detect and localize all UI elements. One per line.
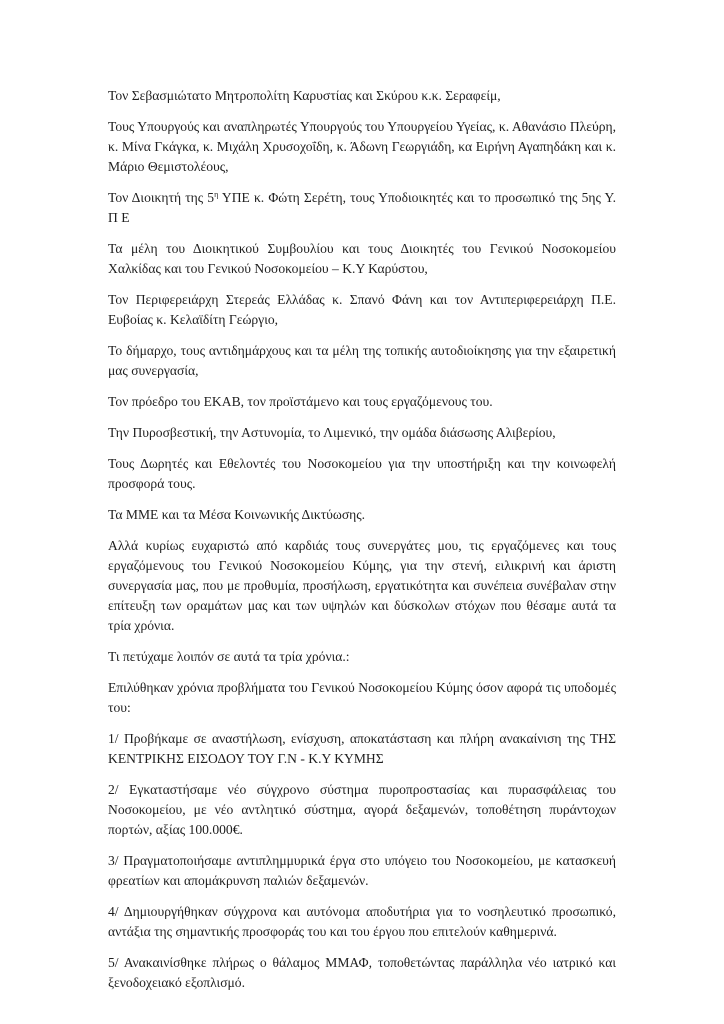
list-item-4: 4/ Δημιουργήθηκαν σύγχρονα και αυτόνομα αποδυτήρια για το νοσηλευτικό προσωπικό, αντάξια της σημαντικής προσφοράς του και του έργου που επιτελούν καθημερινά. xyxy=(108,904,616,939)
paragraph-infrastructure: Επιλύθηκαν χρόνια προβλήματα του Γενικού Νοσοκομείου Κύμης όσον αφορά τις υποδομές του: xyxy=(108,680,616,715)
paragraph-ministers: Τους Υπουργούς και αναπληρωτές Υπουργούς του Υπουργείου Υγείας, κ. Αθανάσιο Πλεύρη, κ. Μίνα Γκάγκα, κ. Μιχάλη Χρυσοχοΐδη, κ. Άδωνη Γεωργιάδη, κα Ειρήνη Αγαπηδάκη και κ. Μάριο Θεμιστολέους, xyxy=(108,119,616,174)
ordinal-superscript: η xyxy=(214,190,219,199)
list-item-1: 1/ Προβήκαμε σε αναστήλωση, ενίσχυση, αποκατάσταση και πλήρη ανακαίνιση της ΤΗΣ ΚΕΝΤΡΙΚΗΣ ΕΙΣΟΔΟΥ ΤΟΥ Γ.Ν - Κ.Υ ΚΥΜΗΣ xyxy=(108,731,616,766)
list-item-5: 5/ Ανακαινίσθηκε πλήρως ο θάλαμος ΜΜΑΦ, τοποθετώντας παράλληλα νέο ιατρικό και ξενοδοχειακό εξοπλισμό. xyxy=(108,955,616,990)
paragraph-metropolitan: Τον Σεβασμιώτατο Μητροπολίτη Καρυστίας και Σκύρου κ.κ. Σεραφείμ, xyxy=(108,88,501,103)
paragraph-mayor: Το δήμαρχο, τους αντιδημάρχους και τα μέλη της τοπικής αυτοδιοίκησης για την εξαιρετική μας συνεργασία, xyxy=(108,343,616,378)
paragraph-emergency-services: Την Πυροσβεστική, την Αστυνομία, το Λιμενικό, την ομάδα διάσωσης Αλιβερίου, xyxy=(108,425,556,440)
paragraph-colleagues: Αλλά κυρίως ευχαριστώ από καρδιάς τους συνεργάτες μου, τις εργαζόμενες και τους εργαζόμενους του Γενικού Νοσοκομείου Κύμης, για την στενή, ειλικρινή και άριστη συνεργασία μας, που με προθυμία, προσήλωση, εργατικότητα και συνέπεια συνέβαλαν στην επίτευξη των οραμάτων μας και των υψηλών και δύσκολων στόχων που θέσαμε αυτά τα τρία χρόνια. xyxy=(108,538,616,633)
paragraph-text: Τον Διοικητή της 5 xyxy=(108,190,215,205)
paragraph-regional-governor: Τον Περιφερειάρχη Στερεάς Ελλάδας κ. Σπανό Φάνη και τον Αντιπεριφερειάρχη Π.Ε. Ευβοίας κ. Κελαϊδίτη Γεώργιο, xyxy=(108,292,616,327)
paragraph-health-region-governor xyxy=(108,188,616,228)
list-item-3: 3/ Πραγματοποιήσαμε αντιπλημμυρικά έργα στο υπόγειο του Νοσοκομείου, με κατασκευή φρεατίων και απομάκρυνση παλιών δεξαμενών. xyxy=(108,853,616,888)
paragraph-ekav: Τον πρόεδρο του ΕΚΑΒ, τον προϊστάμενο και τους εργαζόμενους του. xyxy=(108,394,493,409)
paragraph-media: Τα ΜΜΕ και τα Μέσα Κοινωνικής Δικτύωσης. xyxy=(108,507,366,522)
paragraph-board-members: Τα μέλη του Διοικητικού Συμβουλίου και τους Διοικητές του Γενικού Νοσοκομείου Χαλκίδας και του Γενικού Νοσοκομείου – Κ.Υ Καρύστου, xyxy=(108,241,616,276)
paragraph-text: ΥΠΕ κ. Φώτη Σερέτη, τους Υποδιοικητές και το προσωπικό της 5ης Υ. Π Ε xyxy=(108,190,617,225)
list-item-2: 2/ Εγκαταστήσαμε νέο σύγχρονο σύστημα πυροπροστασίας και πυρασφάλειας του Νοσοκομείου, με νέο αντλητικό σύστημα, αγορά δεξαμενών, τοποθέτηση πυράντοχων πορτών, αξίας 100.000€. xyxy=(108,782,616,837)
paragraph-achievements-intro: Τι πετύχαμε λοιπόν σε αυτά τα τρία χρόνια.: xyxy=(108,649,350,664)
document-page xyxy=(108,86,616,1004)
paragraph-donors: Τους Δωρητές και Εθελοντές του Νοσοκομείου για την υποστήριξη και την κοινωφελή προσφορά τους. xyxy=(108,456,616,491)
